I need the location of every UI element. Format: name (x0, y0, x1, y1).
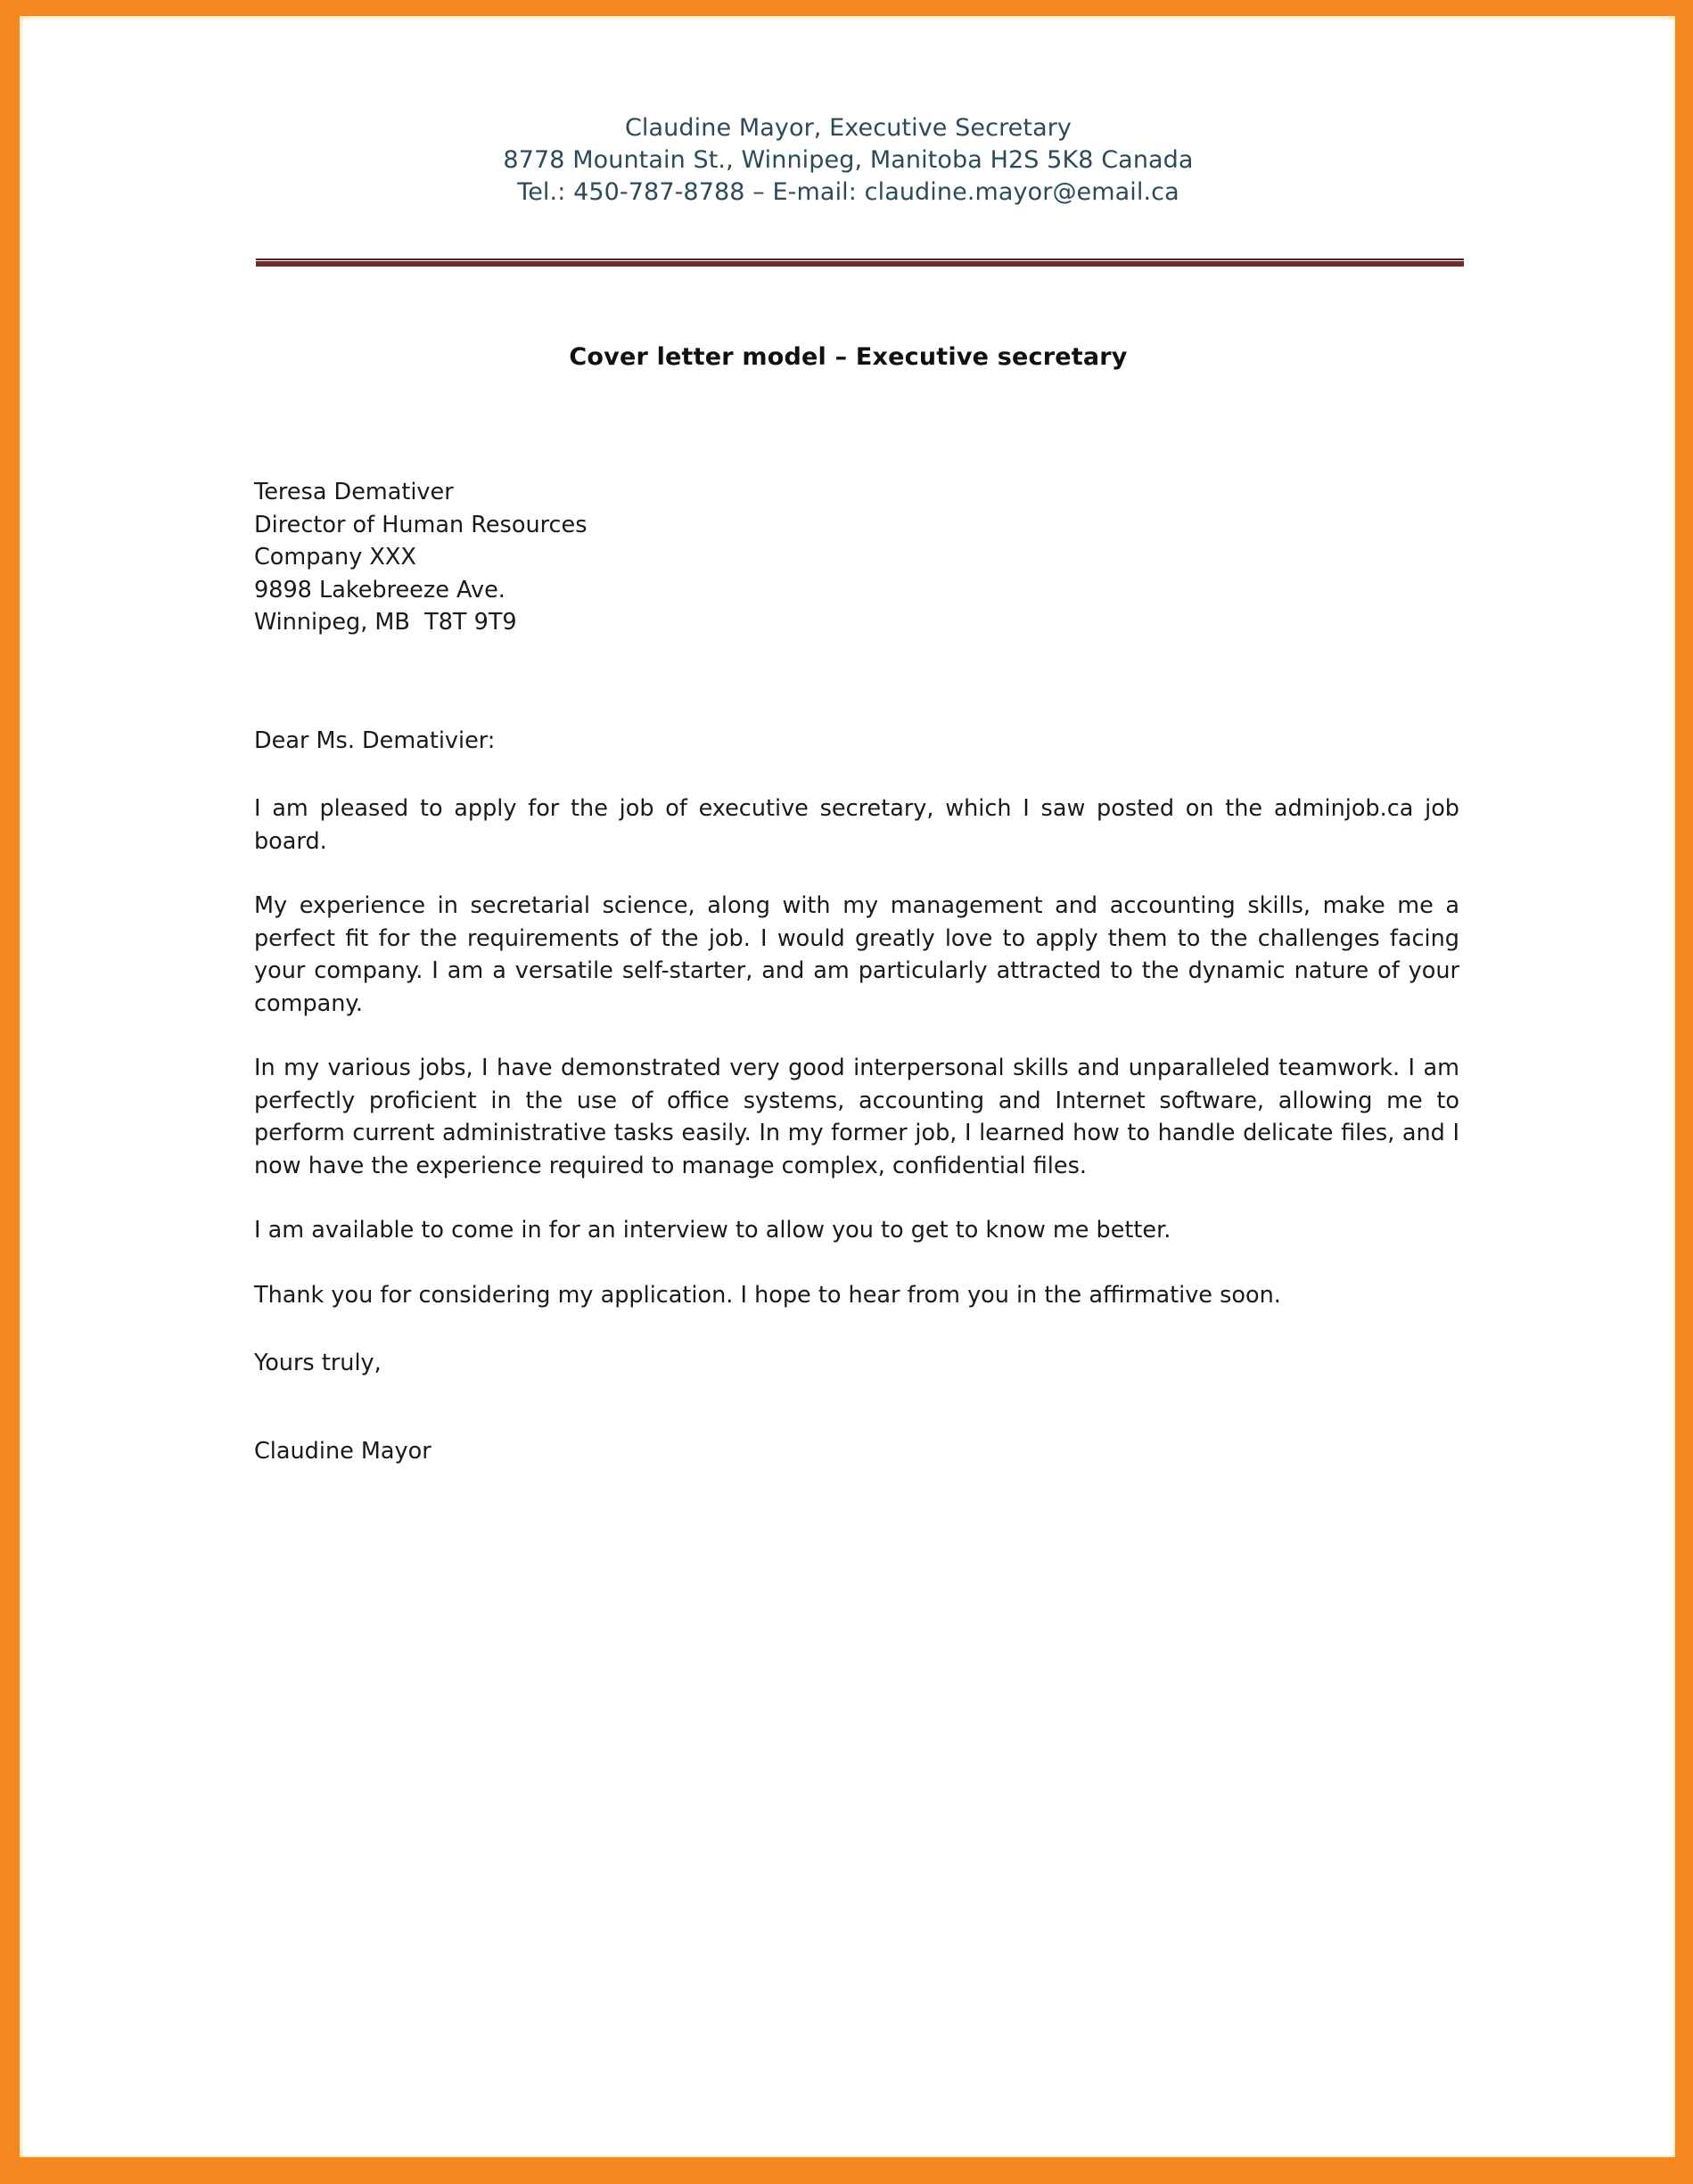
divider-thick-bar (256, 261, 1464, 267)
letter-signature-name: Claudine Mayor (254, 1437, 431, 1465)
letter-paragraph-5: Thank you for considering my application. I hope to hear from you in the affirmative soon. (254, 1281, 1281, 1309)
letter-body (254, 476, 1459, 1467)
frame-border-bottom (0, 2157, 1693, 2184)
recipient-name: Teresa Demativer (254, 479, 454, 505)
letter-paragraph-1: I am pleased to apply for the job of executive secretary, which I saw posted on the adminjob.ca job board. (254, 795, 1459, 855)
frame-border-left (0, 0, 20, 2184)
letter-paragraph-3: In my various jobs, I have demonstrated very good interpersonal skills and unparalleled teamwork. I am perfectly proficient in the use of office systems, accounting and Internet software, allowing me to perform current administrative tasks easily. In my former job, I learned how to handle delicate files, and I now have the experience required to manage complex, confidential files. (254, 1055, 1459, 1179)
document-title: Cover letter model – Executive secretary (569, 343, 1128, 371)
letterhead-divider-rule (256, 259, 1464, 267)
letterhead-contact: Tel.: 450-787-8788 – E-mail: claudine.mayor@email.ca (517, 178, 1179, 206)
letter-document-page (23, 20, 1673, 2155)
recipient-street: 9898 Lakebreeze Ave. (254, 576, 505, 603)
letter-salutation: Dear Ms. Demativier: (254, 727, 496, 754)
letter-paragraph-4: I am available to come in for an interview to allow you to get to know me better. (254, 1217, 1171, 1244)
letterhead-address: 8778 Mountain St., Winnipeg, Manitoba H2S 5K8 Canada (503, 146, 1194, 174)
letter-closing: Yours truly, (254, 1350, 382, 1376)
letterhead-name-title: Claudine Mayor, Executive Secretary (624, 114, 1073, 142)
letter-paragraph-2: My experience in secretarial science, along with my management and accounting skills, make me a perfect fit for the requirements of the job. I would greatly love to apply them to the challenges facing your company. I am a versatile self-starter, and am particularly attracted to the dynamic nature of your company. (254, 892, 1459, 1017)
frame-border-right (1675, 0, 1693, 2184)
recipient-city-line: Winnipeg, MB T8T 9T9 (254, 609, 517, 636)
recipient-job-title: Director of Human Resources (254, 511, 588, 538)
recipient-company: Company XXX (254, 544, 416, 571)
frame-border-top (0, 0, 1693, 16)
recipient-address-block (254, 476, 1459, 639)
letterhead-block (23, 112, 1673, 209)
